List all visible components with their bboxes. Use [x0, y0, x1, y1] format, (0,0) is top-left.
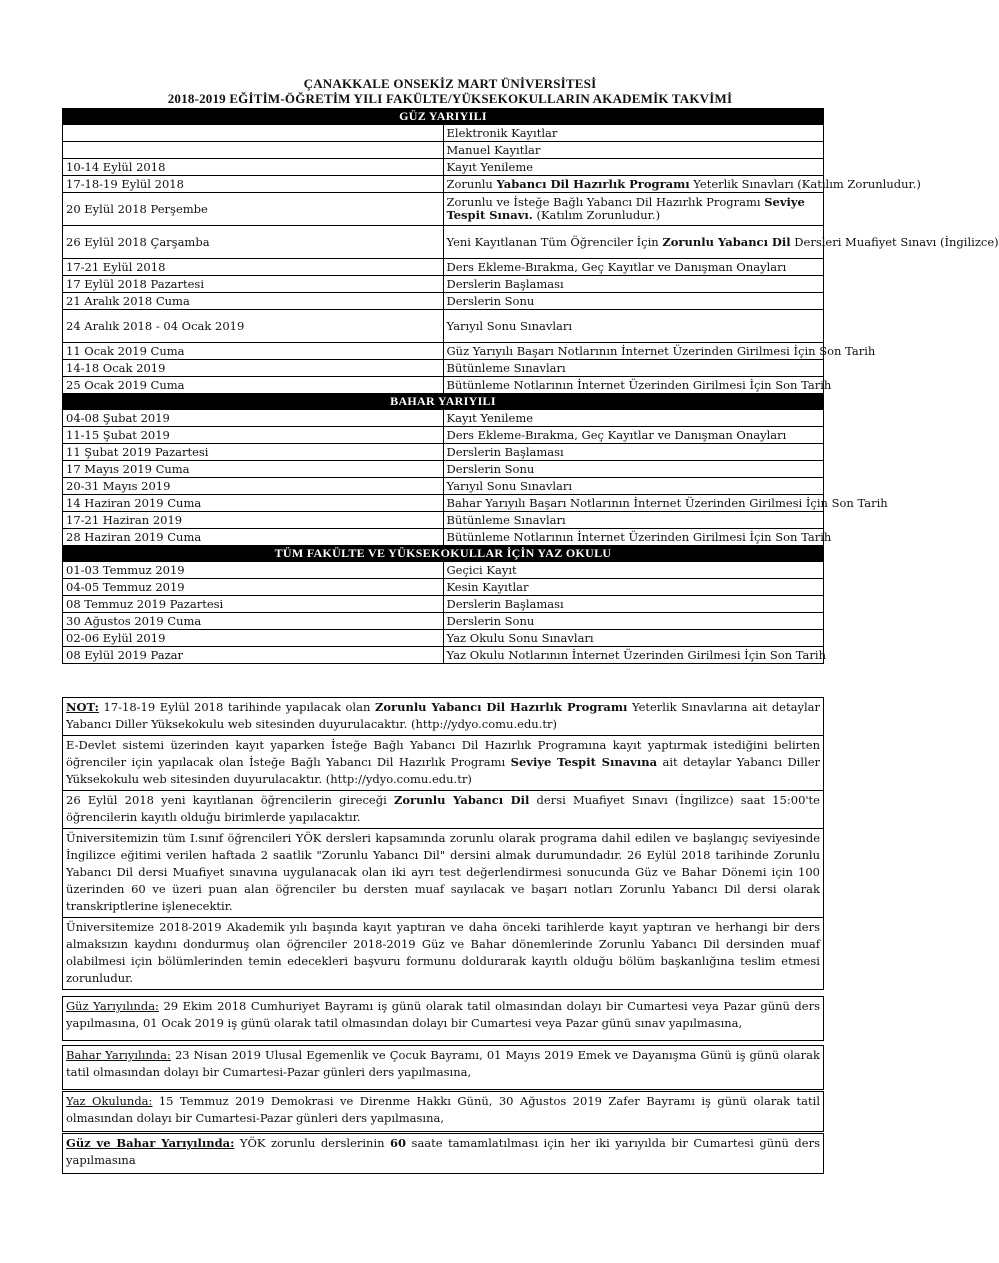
event-cell: Elektronik Kayıtlar	[443, 125, 824, 142]
event-cell: Derslerin Sonu	[443, 293, 824, 310]
note-text: 17-18-19 Eylül 2018 tarihinde yapılacak olan	[98, 700, 375, 714]
date-cell: 17-18-19 Eylül 2018	[63, 176, 444, 193]
event-cell: Derslerin Başlaması	[443, 596, 824, 613]
table-row	[63, 343, 824, 360]
table-row	[63, 596, 824, 613]
date-cell: 11 Ocak 2019 Cuma	[63, 343, 444, 360]
event-cell: Ders Ekleme-Bırakma, Geç Kayıtlar ve Danışman Onayları	[443, 259, 824, 276]
event-cell: Derslerin Sonu	[443, 613, 824, 630]
event-cell: Yaz Okulu Sonu Sınavları	[443, 630, 824, 647]
date-cell: 21 Aralık 2018 Cuma	[63, 293, 444, 310]
table-row	[63, 461, 824, 478]
event-cell: Yaz Okulu Notlarının İnternet Üzerinden Girilmesi İçin Son Tarih	[443, 647, 824, 664]
event-cell: Yarıyıl Sonu Sınavları	[443, 478, 824, 495]
event-cell	[443, 226, 999, 259]
date-cell: 08 Eylül 2019 Pazar	[63, 647, 444, 664]
table-row	[63, 159, 824, 176]
university-title: ÇANAKKALE ONSEKİZ MART ÜNİVERSİTESİ	[303, 76, 597, 91]
note-label: Güz Yarıyılında:	[66, 999, 159, 1013]
table-row	[63, 276, 824, 293]
date-cell: 01-03 Temmuz 2019	[63, 562, 444, 579]
note-emphasis: Zorunlu Yabancı Dil Hazırlık Programı	[374, 700, 628, 714]
date-cell: 11-15 Şubat 2019	[63, 427, 444, 444]
table-row	[63, 478, 824, 495]
note-text: saate tamamlatılması için her iki yarıyılda bir Cumartesi günü ders yapılmasına	[66, 1136, 820, 1167]
event-text: Yeterlik Sınavları (Katılım Zorunludur.)	[689, 176, 921, 191]
date-cell: 14-18 Ocak 2019	[63, 360, 444, 377]
note-label: Bahar Yarıyılında:	[66, 1048, 171, 1062]
event-cell: Derslerin Sonu	[443, 461, 824, 478]
date-cell: 20 Eylül 2018 Perşembe	[63, 193, 444, 226]
table-row	[63, 613, 824, 630]
event-cell: Kayıt Yenileme	[443, 410, 824, 427]
note-text: 29 Ekim 2018 Cumhuriyet Bayramı iş günü olarak tatil olmasından dolayı bir Cumartesi veya Pazar günü ders yapılmasına, 01 Ocak 2019 iş günü olarak tatil olmasından dolayı bir Cumartesi veya Pazar günü sınav yapılmasına,	[66, 999, 820, 1030]
note-emphasis: Seviye Tespit Sınavına	[510, 755, 658, 769]
section-header-bahar	[63, 394, 824, 410]
table-row	[63, 377, 824, 394]
event-emphasis: Seviye Tespit Sınavı.	[446, 195, 805, 222]
academic-calendar-table	[62, 108, 999, 664]
table-row	[63, 495, 824, 512]
event-cell	[443, 176, 921, 193]
event-text: Zorunlu ve İsteğe Bağlı Yabancı Dil Hazırlık Programı	[446, 195, 765, 209]
note-seviye-tespit	[62, 735, 824, 791]
table-row	[63, 293, 824, 310]
date-cell: 20-31 Mayıs 2019	[63, 478, 444, 495]
note-zorunlu-yabanci-dil: Üniversitemizin tüm I.sınıf öğrencileri YÖK dersleri kapsamında zorunlu olarak programa dahil edilen ve başlangıç seviyesinde İngilizce eğitimi verilen haftada 2 saatlik "Zorunlu Yabancı Dil" dersini almak durumundadır. 26 Eylül 2018 tarihinde Zorunlu Yabancı Dil dersi Muafiyet sınavına uygulanacak olan iki ayrı test değerlendirmesi sonucunda Güz ve Bahar Dönemi için 100 üzerinden 60 ve üzeri puan alan öğrenciler bu dersten muaf sayılacak ve başarı notları Zorunlu Yabancı Dil dersi olarak transkriptlerine işlenecektir.	[62, 828, 824, 918]
event-cell: Manuel Kayıtlar	[443, 142, 824, 159]
note-cumartesi-ders	[62, 1133, 824, 1174]
table-row	[63, 193, 824, 226]
table-row	[63, 176, 824, 193]
table-row	[63, 360, 824, 377]
event-cell: Bütünleme Sınavları	[443, 512, 824, 529]
note-text: Yeterlik Sınavlarına ait detaylar Yabancı Diller Yüksekokulu web sitesinden duyurulacaktır. (http://ydyo.comu.edu.tr)	[66, 700, 820, 731]
date-cell	[63, 142, 444, 159]
event-cell: Derslerin Başlaması	[443, 276, 824, 293]
table-row	[63, 630, 824, 647]
note-text: 15 Temmuz 2019 Demokrasi ve Direnme Hakkı Günü, 30 Ağustos 2019 Zafer Bayramı iş günü olarak tatil olmasından dolayı bir Cumartesi-Pazar günleri ders yapılmasına,	[66, 1094, 821, 1125]
event-cell: Derslerin Başlaması	[443, 444, 824, 461]
event-cell: Bütünleme Sınavları	[443, 360, 824, 377]
date-cell: 17-21 Haziran 2019	[63, 512, 444, 529]
table-row	[63, 562, 824, 579]
note-emphasis: 60	[390, 1136, 407, 1150]
event-cell: Geçici Kayıt	[443, 562, 824, 579]
note-text: E-Devlet sistemi üzerinden kayıt yaparken İsteğe Bağlı Yabancı Dil Hazırlık Programına kayıt yaptırmak istediğini belirten öğrenciler için yapılacak olan İsteğe Bağlı Yabancı Dil Hazırlık Programı	[66, 738, 820, 769]
note-label: NOT:	[66, 700, 99, 714]
date-cell: 04-08 Şubat 2019	[63, 410, 444, 427]
table-row	[63, 410, 824, 427]
note-muafiyet-sinavi	[62, 790, 824, 829]
event-emphasis: Zorunlu Yabancı Dil	[662, 234, 791, 249]
table-row	[63, 512, 824, 529]
date-cell	[63, 125, 444, 142]
event-text: Zorunlu	[446, 176, 497, 191]
table-row	[63, 125, 824, 142]
section-title: TÜM FAKÜLTE VE YÜKSEKOKULLAR İÇİN YAZ OKULU	[63, 546, 824, 562]
section-title: BAHAR YARIYILI	[63, 394, 824, 410]
note-text: 26 Eylül 2018 yeni kayıtlanan öğrencilerin gireceği	[66, 793, 394, 807]
note-kayit-dondurma: Üniversitemize 2018-2019 Akademik yılı başında kayıt yaptıran ve daha önceki tarihlerde kayıt yaptıran ve herhangi bir ders almaksızın kaydını dondurmuş olan öğrenciler 2018-2019 Güz ve Bahar dönemlerinde Zorunlu Yabancı Dil dersinden muaf olabilmesi için bölümlerinden temin edecekleri başvuru formunu doldurarak kayıtlı olduğu bölüm başkanlığına teslim etmesi zorunludur.	[62, 917, 824, 990]
event-text: Yeni Kayıtlanan Tüm Öğrenciler İçin	[446, 234, 663, 249]
table-row	[63, 142, 824, 159]
calendar-title: 2018-2019 EĞİTİM-ÖĞRETİM YILI FAKÜLTE/YÜKSEKOKULLARIN AKADEMİK TAKVİMİ	[167, 91, 733, 106]
date-cell: 10-14 Eylül 2018	[63, 159, 444, 176]
event-cell: Bütünleme Notlarının İnternet Üzerinden Girilmesi İçin Son Tarih	[443, 377, 824, 394]
table-row	[63, 444, 824, 461]
event-text: (Katılım Zorunludur.)	[532, 208, 661, 222]
table-row	[63, 259, 824, 276]
date-cell: 08 Temmuz 2019 Pazartesi	[63, 596, 444, 613]
table-row	[63, 310, 824, 343]
event-cell	[443, 193, 824, 226]
event-text: Dersleri Muafiyet Sınavı (İngilizce)	[790, 234, 999, 249]
event-cell: Ders Ekleme-Bırakma, Geç Kayıtlar ve Danışman Onayları	[443, 427, 824, 444]
section-header-guz	[63, 109, 824, 125]
date-cell: 02-06 Eylül 2019	[63, 630, 444, 647]
section-title: GÜZ YARIYILI	[63, 109, 824, 125]
note-text: ait detaylar Yabancı Diller Yüksekokulu web sitesinden duyurulacaktır. (http://ydyo.comu.edu.tr)	[66, 755, 821, 786]
date-cell: 30 Ağustos 2019 Cuma	[63, 613, 444, 630]
date-cell: 17-21 Eylül 2018	[63, 259, 444, 276]
note-text: YÖK zorunlu derslerinin	[234, 1136, 391, 1150]
date-cell: 28 Haziran 2019 Cuma	[63, 529, 444, 546]
date-cell: 11 Şubat 2019 Pazartesi	[63, 444, 444, 461]
note-bahar-tatil	[62, 1045, 824, 1090]
event-cell: Yarıyıl Sonu Sınavları	[443, 310, 824, 343]
date-cell: 04-05 Temmuz 2019	[63, 579, 444, 596]
table-row	[63, 226, 824, 259]
event-cell: Güz Yarıyılı Başarı Notlarının İnternet Üzerinden Girilmesi İçin Son Tarih	[443, 343, 824, 360]
event-emphasis: Yabancı Dil Hazırlık Programı	[496, 176, 690, 191]
note-emphasis: Zorunlu Yabancı Dil	[393, 793, 530, 807]
note-label: Güz ve Bahar Yarıyılında:	[66, 1136, 235, 1150]
note-text: 23 Nisan 2019 Ulusal Egemenlik ve Çocuk Bayramı, 01 Mayıs 2019 Emek ve Dayanışma Günü iş günü olarak tatil olmasından dolayı bir Cumartesi-Pazar günleri ders yapılmasına,	[66, 1048, 820, 1079]
date-cell: 17 Eylül 2018 Pazartesi	[63, 276, 444, 293]
note-yaz-tatil	[62, 1091, 824, 1132]
note-guz-tatil	[62, 996, 824, 1041]
date-cell: 17 Mayıs 2019 Cuma	[63, 461, 444, 478]
date-cell: 25 Ocak 2019 Cuma	[63, 377, 444, 394]
note-yeterlik-sinavi	[62, 697, 824, 736]
section-header-yaz	[63, 546, 824, 562]
date-cell: 24 Aralık 2018 - 04 Ocak 2019	[63, 310, 444, 343]
date-cell: 26 Eylül 2018 Çarşamba	[63, 226, 444, 259]
event-cell: Kayıt Yenileme	[443, 159, 824, 176]
event-cell: Bütünleme Notlarının İnternet Üzerinden Girilmesi İçin Son Tarih	[443, 529, 824, 546]
table-row	[63, 647, 824, 664]
event-cell: Kesin Kayıtlar	[443, 579, 824, 596]
date-cell: 14 Haziran 2019 Cuma	[63, 495, 444, 512]
table-row	[63, 427, 824, 444]
table-row	[63, 579, 824, 596]
note-text: dersi Muafiyet Sınavı (İngilizce) saat 15:00'te öğrencilerin kayıtlı olduğu birimlerde yapılacaktır.	[66, 793, 820, 824]
table-row	[63, 529, 824, 546]
event-cell: Bahar Yarıyılı Başarı Notlarının İnternet Üzerinden Girilmesi İçin Son Tarih	[443, 495, 824, 512]
note-label: Yaz Okulunda:	[66, 1094, 153, 1108]
